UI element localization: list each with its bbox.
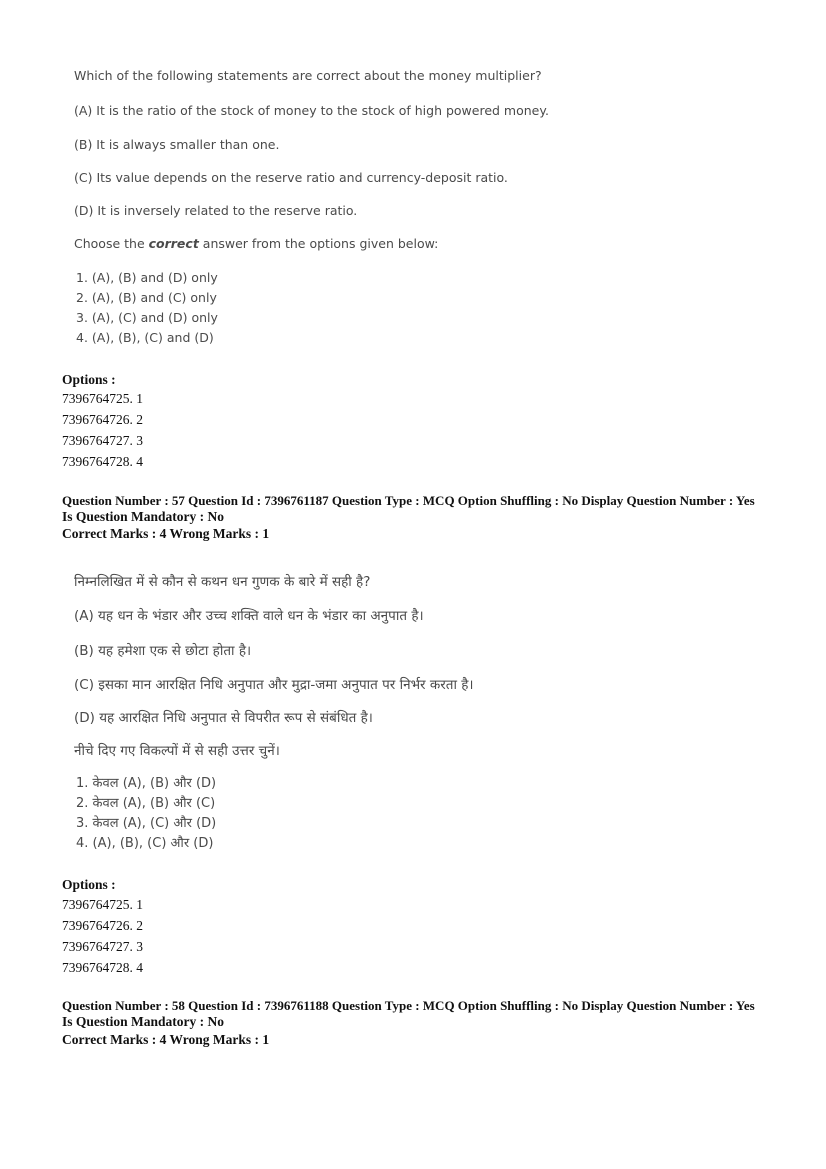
choice-2: 2. (A), (B) and (C) only — [76, 290, 217, 305]
choice-4: 4. (A), (B), (C) and (D) — [76, 330, 214, 345]
statement-b-hi: (B) यह हमेशा एक से छोटा होता है। — [74, 643, 252, 659]
choice-4-hi: 4. (A), (B), (C) और (D) — [76, 836, 214, 851]
question-mandatory: Is Question Mandatory : No — [62, 509, 225, 524]
question-header-57: Question Number : 57 Question Id : 7396761187 Question Type : MCQ Option Shuffling : No Display Question Number : Yes — [62, 493, 755, 508]
choose-instruction: Choose the correct answer from the options given below: — [74, 236, 439, 251]
question-prompt: Which of the following statements are correct about the money multiplier? — [74, 68, 542, 83]
option-item: 7396764725. 1 — [62, 391, 143, 406]
statement-b: (B) It is always smaller than one. — [74, 137, 280, 152]
option-item: 7396764726. 2 — [62, 412, 143, 427]
statement-c-hi: (C) इसका मान आरक्षित निधि अनुपात और मुद्रा-जमा अनुपात पर निर्भर करता है। — [74, 677, 474, 693]
choice-3: 3. (A), (C) and (D) only — [76, 310, 218, 325]
question-header-58: Question Number : 58 Question Id : 7396761188 Question Type : MCQ Option Shuffling : No Display Question Number : Yes — [62, 998, 755, 1013]
options-list — [62, 894, 143, 978]
statement-d-hi: (D) यह आरक्षित निधि अनुपात से विपरीत रूप से संबंधित है। — [74, 710, 373, 726]
option-item: 7396764725. 1 — [62, 897, 143, 912]
option-item: 7396764728. 4 — [62, 960, 143, 975]
statement-a: (A) It is the ratio of the stock of money to the stock of high powered money. — [74, 103, 549, 118]
statement-d: (D) It is inversely related to the reserve ratio. — [74, 203, 358, 218]
question-marks: Correct Marks : 4 Wrong Marks : 1 — [62, 1032, 270, 1047]
choice-1: 1. (A), (B) and (D) only — [76, 270, 218, 285]
choice-3-hi: 3. केवल (A), (C) और (D) — [76, 816, 217, 831]
statement-c: (C) Its value depends on the reserve ratio and currency-deposit ratio. — [74, 170, 508, 185]
question-mandatory: Is Question Mandatory : No — [62, 1014, 225, 1029]
option-item: 7396764727. 3 — [62, 939, 143, 954]
question-marks: Correct Marks : 4 Wrong Marks : 1 — [62, 526, 270, 541]
choice-1-hi: 1. केवल (A), (B) और (D) — [76, 776, 217, 791]
options-label: Options : — [62, 372, 116, 387]
options-list — [62, 388, 143, 472]
option-item: 7396764726. 2 — [62, 918, 143, 933]
choice-2-hi: 2. केवल (A), (B) और (C) — [76, 796, 216, 811]
option-item: 7396764728. 4 — [62, 454, 143, 469]
options-label: Options : — [62, 877, 116, 892]
choose-instruction-hi: नीचे दिए गए विकल्पों में से सही उत्तर चुनें। — [74, 743, 280, 759]
option-item: 7396764727. 3 — [62, 433, 143, 448]
question-prompt-hi: निम्नलिखित में से कौन से कथन धन गुणक के बारे में सही है? — [74, 574, 371, 590]
statement-a-hi: (A) यह धन के भंडार और उच्च शक्ति वाले धन के भंडार का अनुपात है। — [74, 608, 424, 624]
